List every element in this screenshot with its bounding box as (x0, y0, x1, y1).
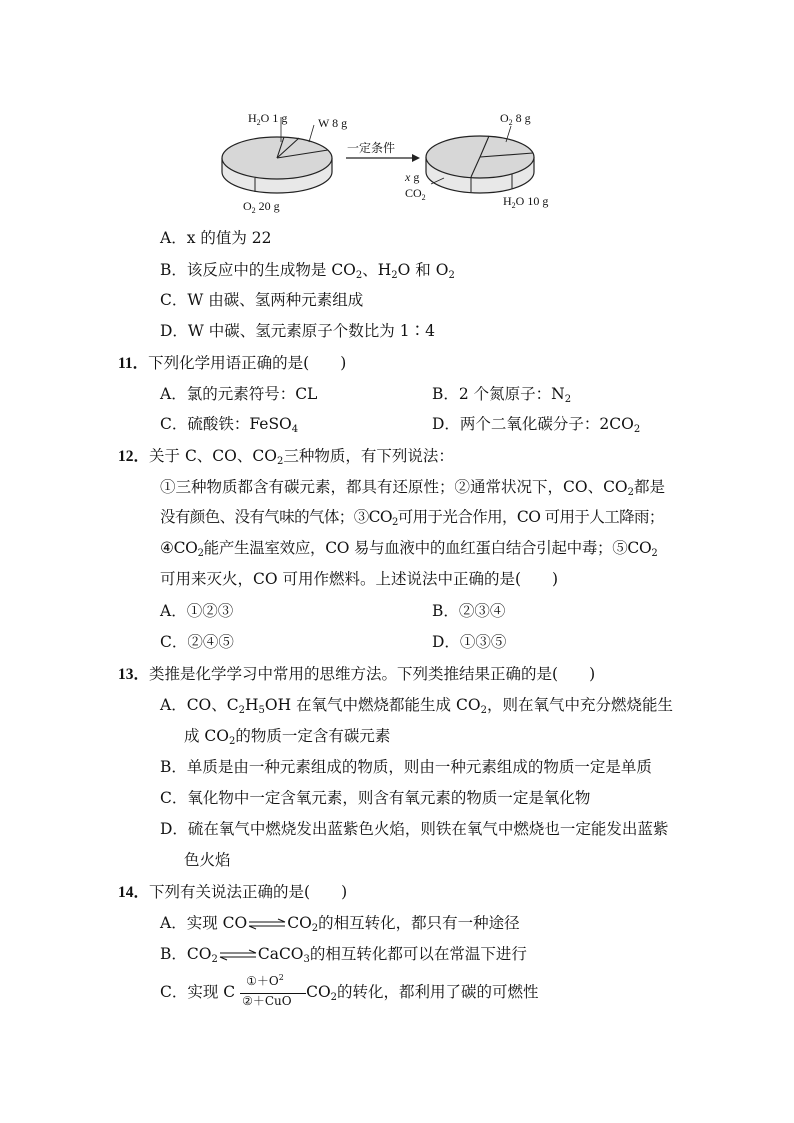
q10-option-c: C．W 由碳、氢两种元素组成 (160, 291, 364, 309)
condition-bottom-label: ②＋CuO (242, 994, 292, 1008)
q13-option-d-line-1: D．硫在氧气中燃烧发出蓝紫色火焰，则铁在氧气中燃烧也一定能发出蓝紫 (160, 820, 669, 838)
left-o2-label: $O_2$ 20 g (243, 199, 280, 215)
q11-option-c: C．硫酸铁：FeSO$_4$ (160, 415, 299, 435)
left-pie (222, 117, 332, 193)
q14-option-a: A．实现 CO $CO_2$的相互转化，都只有一种途径 (160, 914, 520, 934)
q12-option-a: A．①②③ (160, 602, 234, 620)
q12-statement-line-2: 没有颜色、没有气味的气体；$③CO_2$可用于光合作用，CO 可用于人工降雨； (160, 508, 664, 528)
right-co2-label: $CO_2$ (405, 186, 426, 202)
reaction-pie-figure (0, 0, 794, 230)
left-w-label: W 8 g (318, 116, 348, 130)
left-h2o-label: $H_2O$ 1 g (248, 111, 288, 127)
q12-option-b: B．②③④ (432, 602, 506, 620)
q10-option-b: B．该反应中的生成物是 $CO_2$、$H_2O$ 和 $O_2$ (160, 261, 455, 281)
reaction-arrow (346, 154, 420, 162)
q12-option-d: D．①③⑤ (432, 633, 507, 651)
q12-stem: 12．关于 C、CO、$CO_2$三种物质，有下列说法： (118, 447, 454, 467)
q14-stem: 14．下列有关说法正确的是( ) (118, 883, 348, 901)
q14-option-c: C．实现 C $①+O^2$ ②＋CuO $CO_2$的转化，都利用了碳的可燃性 (160, 973, 539, 1008)
q11-stem: 11．下列化学用语正确的是( ) (118, 354, 347, 372)
q13-stem: 13．类推是化学学习中常用的思维方法。下列类推结果正确的是( ) (118, 665, 596, 683)
q13-option-d-line-2: 色火焰 (184, 851, 231, 869)
q11-option-a: A．氯的元素符号：CL (160, 385, 318, 403)
right-pie (426, 126, 534, 193)
q12-statement-line-3: $④CO_2$能产生温室效应，CO 易与血液中的血红蛋白结合引起中毒；$⑤CO_2$ (160, 539, 658, 559)
reaction-condition-arrow (240, 973, 306, 1008)
right-h2o-label: $H_2O$ 10 g (503, 194, 549, 210)
q12-option-c: C．②④⑤ (160, 633, 234, 651)
q13-option-a-line-2: 成 $CO_2$的物质一定含有碳元素 (184, 727, 391, 747)
q14-option-b: B．$CO_2$ CaCO$_3$的相互转化都可以在常温下进行 (160, 945, 527, 965)
q11-option-d: D．两个二氧化碳分子：$2CO_2$ (432, 415, 641, 435)
q13-option-b: B．单质是由一种元素组成的物质，则由一种元素组成的物质一定是单质 (160, 758, 652, 776)
q12-statement-line-1: ①三种物质都含有碳元素，都具有还原性；②通常状况下，CO、$CO_2$都是 (160, 478, 666, 498)
q10-option-d: D．W 中碳、氢元素原子个数比为 1∶4 (160, 322, 435, 340)
equilibrium-arrows-icon (219, 949, 257, 961)
right-x-label: x g (405, 170, 420, 184)
q10-option-a: A．x 的值为 22 (160, 229, 272, 247)
q11-option-b: B．2 个氮原子：$N_2$ (432, 385, 572, 405)
equilibrium-arrows-icon (248, 918, 286, 930)
q13-option-c: C．氧化物中一定含氧元素，则含有氧元素的物质一定是氧化物 (160, 789, 591, 807)
condition-top-label: $①+O^2$ (246, 973, 284, 988)
arrow-condition-label: 一定条件 (347, 141, 396, 155)
q13-option-a-line-1: A．CO、$C_2H_5OH$ 在氧气中燃烧都能生成 $CO_2$，则在氧气中充分燃烧能生 (160, 696, 673, 716)
q12-statement-line-4: 可用来灭火，CO 可用作燃料。上述说法中正确的是( ) (160, 570, 559, 588)
right-o2-label: $O_2$ 8 g (500, 111, 531, 127)
